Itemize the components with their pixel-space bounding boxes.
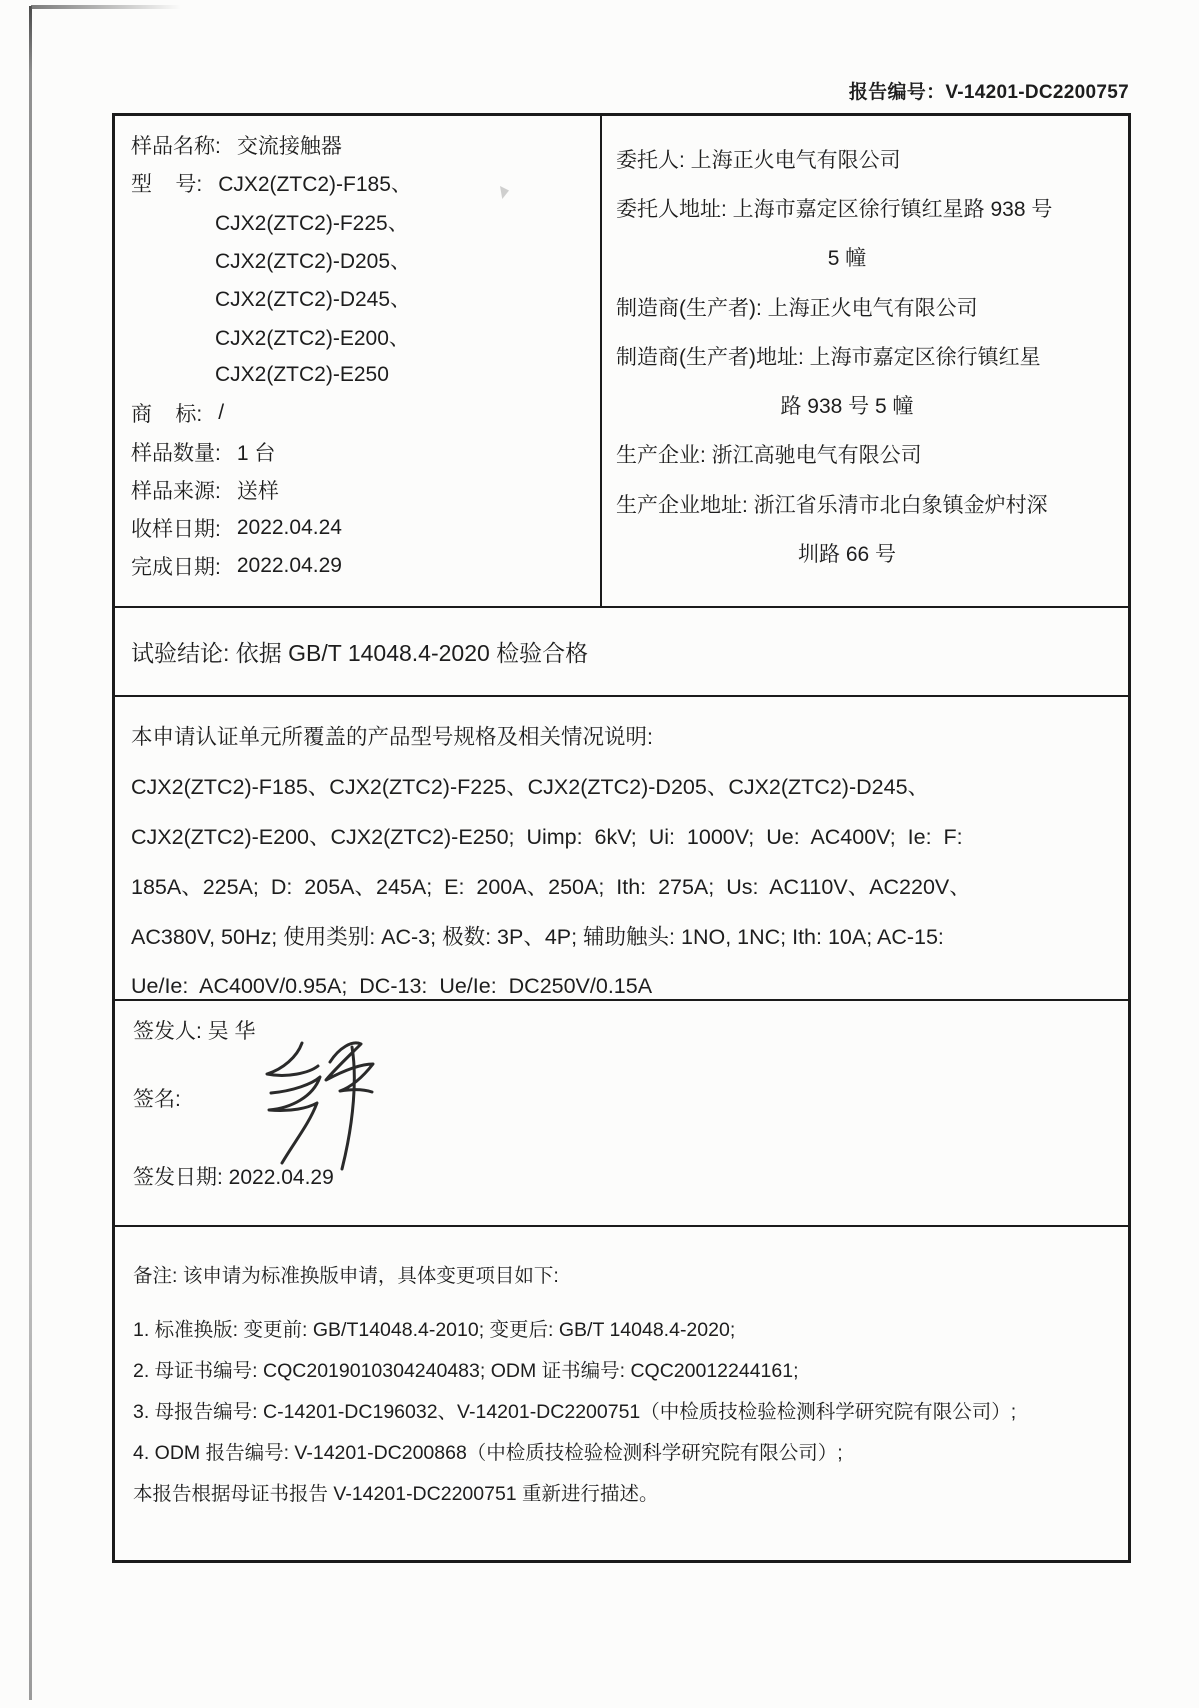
- model-label: 型 号:: [131, 173, 203, 197]
- remark-item-4: 4. ODM 报告编号: V-14201-DC200868（中检质技检验检测科学研究院有限公司）;: [133, 1441, 843, 1464]
- coverage-line: 185A、225A; D: 205A、245A; E: 200A、250A; Ith: 275A; Us: AC110V、AC220V、: [131, 875, 971, 900]
- receive-date-row: [131, 509, 600, 547]
- sample-and-client-section: [115, 116, 1128, 608]
- report-number: 报告编号：V-14201-DC2200757: [848, 82, 1129, 103]
- coverage-line: CJX2(ZTC2)-E200、CJX2(ZTC2)-E250; Uimp: 6kV; Ui: 1000V; Ue: AC400V; Ie: F:: [131, 824, 963, 849]
- source-value: 送样: [236, 479, 279, 503]
- model-row: [131, 279, 600, 317]
- complete-date-row: [131, 547, 600, 585]
- receive-date-label: 收样日期:: [131, 518, 221, 542]
- sign-label: 签名:: [133, 1088, 181, 1111]
- remarks-section: [115, 1227, 1128, 1560]
- coverage-section: [115, 697, 1128, 1001]
- quantity-value: 1 台: [236, 441, 276, 465]
- scan-edge-top-smear: [31, 5, 181, 9]
- trademark-row: [131, 394, 600, 432]
- remark-item-3: 3. 母报告编号: C-14201-DC196032、V-14201-DC2200751（中检质技检验检测科学研究院有限公司）;: [133, 1400, 1017, 1423]
- factory-row: 生产企业: 浙江高驰电气有限公司: [616, 444, 922, 468]
- sample-info-cell: [115, 116, 602, 606]
- trademark-label: 商 标:: [131, 403, 203, 427]
- model-value-2: CJX2(ZTC2)-F225、: [215, 211, 409, 235]
- complete-date-value: 2022.04.29: [236, 554, 342, 578]
- model-row: [131, 356, 600, 394]
- test-conclusion-section: [115, 608, 1128, 697]
- coverage-line: Ue/Ie: AC400V/0.95A; DC-13: Ue/Ie: DC250V/0.15A: [131, 973, 653, 998]
- factory-address-cont-row: 圳路 66 号: [797, 543, 897, 567]
- quantity-label: 样品数量:: [131, 441, 221, 465]
- sample-name-label: 样品名称:: [131, 135, 221, 159]
- model-row: [131, 241, 600, 279]
- model-row: [131, 317, 600, 355]
- model-row: [131, 164, 600, 202]
- test-conclusion-line: 试验结论: 依据 GB/T 14048.4-2020 检验合格: [131, 640, 589, 666]
- model-row: [131, 203, 600, 241]
- coverage-line: AC380V, 50Hz; 使用类别: AC-3; 极数: 3P、4P; 辅助触头: 1NO, 1NC; Ith: 10A; AC-15:: [131, 925, 944, 950]
- source-label: 样品来源:: [131, 479, 221, 503]
- receive-date-value: 2022.04.24: [236, 516, 342, 540]
- manufacturer-address-row: 制造商(生产者)地址: 上海市嘉定区徐行镇红星: [616, 345, 1041, 369]
- signature-handwriting: [257, 1029, 382, 1179]
- factory-address-row: 生产企业地址: 浙江省乐清市北白象镇金炉村深: [616, 493, 1048, 517]
- model-value-6: CJX2(ZTC2)-E250: [215, 362, 389, 386]
- signature-section: [115, 1001, 1128, 1227]
- remark-item-1: 1. 标准换版: 变更前: GB/T14048.4-2010; 变更后: GB/T 14048.4-2020;: [133, 1318, 736, 1341]
- remarks-heading: 备注: 该申请为标准换版申请，具体变更项目如下:: [133, 1265, 559, 1287]
- sample-name-row: [131, 126, 600, 164]
- quantity-row: [131, 432, 600, 470]
- remark-item-2: 2. 母证书编号: CQC2019010304240483; ODM 证书编号: CQC20012244161;: [133, 1359, 799, 1382]
- client-row: 委托人: 上海正火电气有限公司: [616, 148, 901, 172]
- model-value-4: CJX2(ZTC2)-D245、: [215, 288, 412, 312]
- model-value-5: CJX2(ZTC2)-E200、: [215, 326, 410, 350]
- source-row: [131, 471, 600, 509]
- report-table: [112, 113, 1131, 1563]
- remark-footnote: 本报告根据母证书报告 V-14201-DC2200751 重新进行描述。: [133, 1482, 659, 1505]
- client-address-cont-row: 5 幢: [827, 247, 867, 271]
- manufacturer-row: 制造商(生产者): 上海正火电气有限公司: [616, 296, 978, 320]
- scan-edge-line: [29, 6, 32, 1700]
- manufacturer-address-cont-row: 路 938 号 5 幢: [780, 395, 914, 419]
- model-value-3: CJX2(ZTC2)-D205、: [215, 250, 412, 274]
- client-info-cell: [602, 116, 1128, 606]
- trademark-value: /: [218, 401, 225, 425]
- sample-name-value: 交流接触器: [236, 135, 342, 159]
- issuer-line: 签发人: 吴 华: [133, 1020, 256, 1043]
- coverage-heading: 本申请认证单元所覆盖的产品型号规格及相关情况说明:: [131, 724, 653, 749]
- complete-date-label: 完成日期:: [131, 556, 221, 580]
- issue-date-line: 签发日期: 2022.04.29: [133, 1166, 334, 1189]
- client-address-row: 委托人地址: 上海市嘉定区徐行镇红星路 938 号: [616, 197, 1053, 221]
- coverage-line: CJX2(ZTC2)-F185、CJX2(ZTC2)-F225、CJX2(ZTC2)-D205、CJX2(ZTC2)-D245、: [131, 774, 930, 799]
- model-value-1: CJX2(ZTC2)-F185、: [218, 173, 412, 197]
